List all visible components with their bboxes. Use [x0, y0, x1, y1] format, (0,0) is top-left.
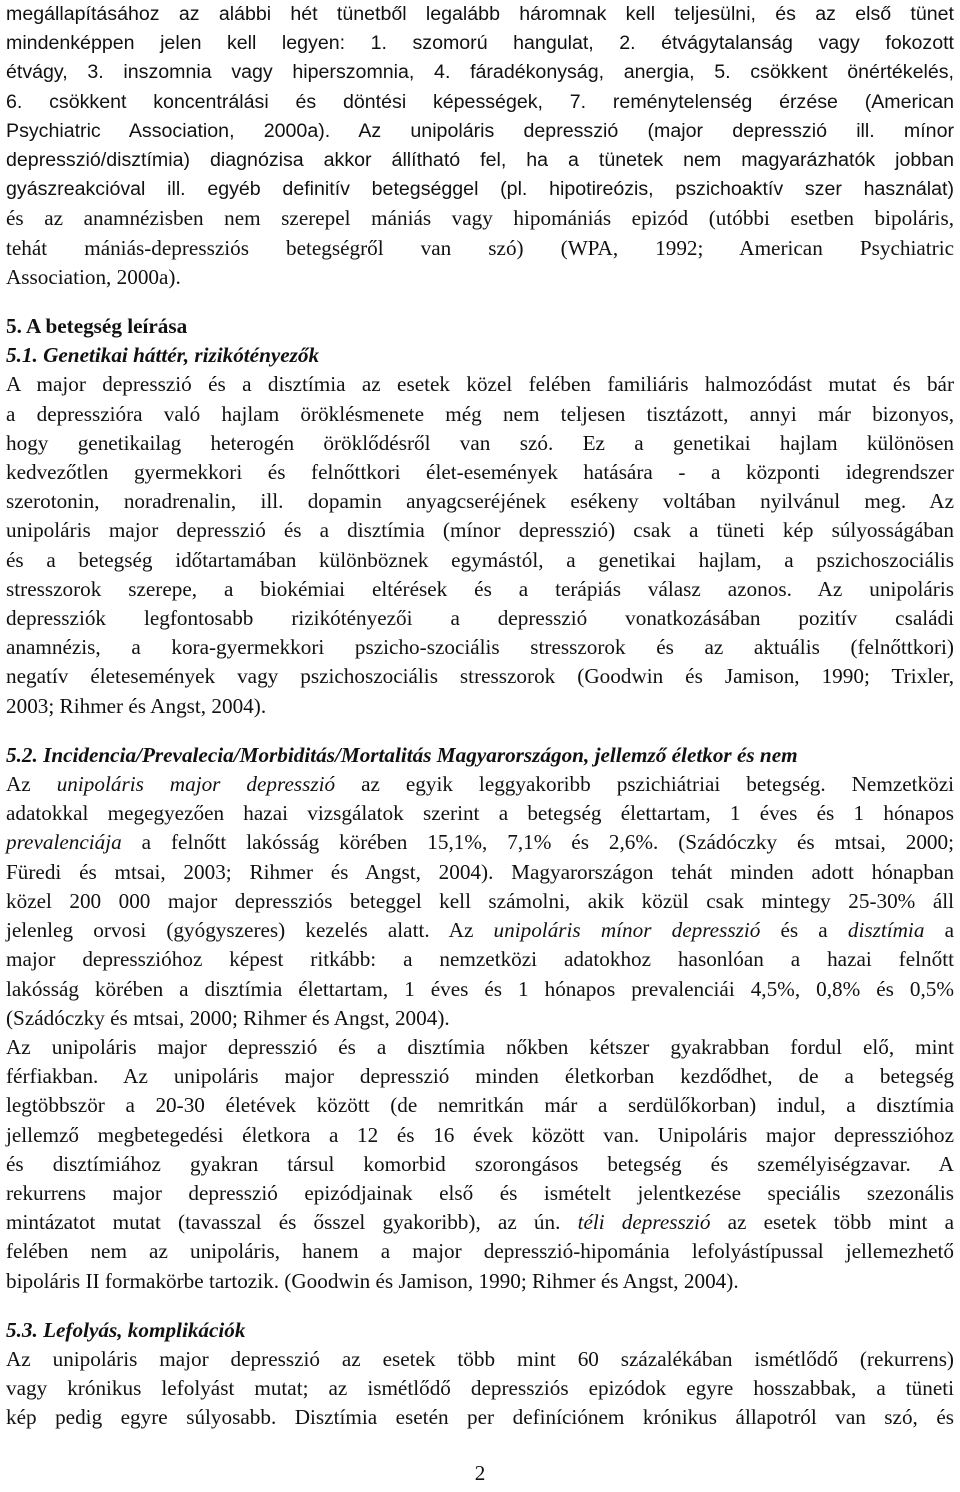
text-line: 6. csökkent koncentrálási és döntési képességek, 7. reménytelenség érzése (American — [6, 90, 954, 113]
text-line: étvágy, 3. inszomnia vagy hiperszomnia, 4. fáradékonyság, anergia, 5. csökkent önértékelés, — [6, 61, 954, 84]
text-line: jelenleg orvosi (gyógyszeres) kezelés alatt. Az unipoláris mínor depresszió és a disztímia a — [6, 918, 954, 943]
document-page — [6, 0, 954, 1433]
text-line: stresszorok szerepe, a biokémiai eltérések és a terápiás válasz azonos. Az unipoláris — [6, 576, 954, 601]
text-line: Psychiatric Association, 2000a). Az unipoláris depresszió (major depresszió ill. mínor — [6, 119, 954, 142]
text-line: anamnézis, a kora-gyermekkori pszicho-szociális stresszorok és az aktuális (felnőttkori) — [6, 635, 954, 660]
text-line: és disztímiához gyakran társul komorbid szorongásos betegség és személyiségzavar. A — [6, 1151, 954, 1176]
text-line: kép pedig egyre súlyosabb. Disztímia esetén per definíciónem krónikus állapotról van szó, és — [6, 1405, 954, 1430]
text-line: és az anamnézisben nem szerepel mániás vagy hipomániás epizód (utóbbi esetben bipoláris, — [6, 206, 954, 231]
text-line: unipoláris major depresszió és a disztímia (mínor depresszió) csak a tüneti kép súlyosságában — [6, 518, 954, 543]
text-line: adatokkal megegyezően hazai vizsgálatok szerint a betegség élettartam, 1 éves és 1 hónapos — [6, 801, 954, 826]
text-line: hogy genetikailag heterogén öröklődésről van szó. Ez a genetikai hajlam különösen — [6, 430, 954, 455]
text-line: jellemző megbetegedési életkora a 12 és 16 évek között van. Unipoláris major depresszióhoz — [6, 1122, 954, 1147]
text-line: mintázatot mutat (tavasszal és ősszel gyakoribb), az ún. téli depresszió az esetek több mint a — [6, 1210, 954, 1235]
text-line: legtöbbször a 20-30 életévek között (de nemritkán már a serdülőkorban) indul, a disztímia — [6, 1093, 954, 1118]
spacer — [6, 721, 954, 741]
text-line: Az unipoláris major depresszió és a disztímia nőkben kétszer gyakrabban fordul elő, mint — [6, 1034, 954, 1059]
text-line: 2003; Rihmer és Angst, 2004). — [6, 693, 267, 718]
text-line: rekurrens major depresszió epizódjainak első és ismételt jelentkezése speciális szezonális — [6, 1180, 954, 1205]
text-line: megállapításához az alábbi hét tünetből legalább háromnak kell teljesülni, és az első tünet — [6, 3, 954, 25]
text-line: mindenképpen jelen kell legyen: 1. szomorú hangulat, 2. étvágytalanság vagy fokozott — [6, 32, 954, 55]
text-line: szerotonin, noradrenalin, ill. dopamin anyagcseréjének esékeny voltában nyilvánul meg. Az — [6, 489, 954, 514]
page-number: 2 — [474, 1461, 486, 1485]
text-line: Füredi és mtsai, 2003; Rihmer és Angst, 2004). Magyarországon tehát minden adott hónapban — [6, 859, 954, 884]
intro-paragraph-sans — [6, 0, 954, 204]
subsection-title-5-3: 5.3. Lefolyás, komplikációk — [6, 1317, 246, 1342]
spacer — [6, 1296, 954, 1316]
text-line: férfiakban. Az unipoláris major depresszió minden életkorban kezdődhet, de a betegség — [6, 1064, 954, 1089]
text-line: a depresszióra való hajlam öröklésmenete még nem teljesen tisztázott, annyi már bizonyos, — [6, 401, 954, 426]
subsection-title-5-2: 5.2. Incidencia/Prevalecia/Morbiditás/Mortalitás Magyarországon, jellemző életkor és nem — [6, 742, 798, 767]
text-line: kedvezőtlen gyermekkori és felnőttkori élet-események hatására - a központi idegrendszer — [6, 460, 954, 485]
text-line: tehát mániás-depressziós betegségről van szó) (WPA, 1992; American Psychiatric — [6, 235, 954, 260]
emphasis: téli depresszió — [577, 1210, 711, 1235]
text-line: major depresszióhoz képest ritkább: a nemzetközi adatokhoz hasonlóan a hazai felnőtt — [6, 947, 954, 972]
text-line: Association, 2000a). — [6, 264, 181, 289]
text-line: (Szádóczky és mtsai, 2000; Rihmer és Angst, 2004). — [6, 1005, 450, 1030]
text-line: Az unipoláris major depresszió az egyik leggyakoribb pszichiátriai betegség. Nemzetközi — [6, 772, 954, 797]
text-line: Az unipoláris major depresszió az esetek több mint 60 százalékában ismétlődő (rekurrens) — [6, 1346, 954, 1371]
text-line: prevalenciája a felnőtt lakósság körében 15,1%, 7,1% és 2,6%. (Szádóczky és mtsai, 2000; — [6, 830, 954, 855]
text-line: depressziók legfontosabb rizikótényezői a depresszió vonatkozásában pozitív családi — [6, 606, 954, 631]
spacer — [6, 292, 954, 312]
emphasis: unipoláris mínor depresszió — [493, 918, 761, 943]
paragraph-sex-age — [6, 1033, 954, 1296]
emphasis: prevalenciája — [6, 830, 122, 855]
paragraph-genetics — [6, 370, 954, 720]
section-heading: 5. A betegség leírása — [6, 314, 188, 339]
text-line: lakósság körében a disztímia élettartam, 1 éves és 1 hónapos prevalenciái 4,5%, 0,8% és 0,5% — [6, 976, 954, 1001]
text-line: felében nem az unipoláris, hanem a major depresszió-hipománia lefolyástípussal jellemezhető — [6, 1239, 954, 1264]
text-line: gyászreakcióval ill. egyéb definitív betegséggel (pl. hipotireózis, pszichoaktív szer használat) — [6, 178, 954, 201]
emphasis: unipoláris major depresszió — [56, 772, 336, 797]
text-line: depresszió/disztímia) diagnózisa akkor állítható fel, ha a tünetek nem magyarázhatók jobban — [6, 149, 954, 172]
text-line: vagy krónikus lefolyást mutat; az ismétlődő depressziós epizódok egyre hosszabbak, a tüneti — [6, 1376, 954, 1401]
intro-paragraph-serif — [6, 204, 954, 292]
text-line: A major depresszió és a disztímia az esetek közel felében familiáris halmozódást mutat és bár — [6, 372, 954, 397]
paragraph-prevalence — [6, 770, 954, 1033]
text-line: és a betegség időtartamában különböznek egymástól, a genetikai hajlam, a pszichoszociális — [6, 547, 954, 572]
text-line: bipoláris II formakörbe tartozik. (Goodwin és Jamison, 1990; Rihmer és Angst, 2004). — [6, 1268, 739, 1293]
text-line: negatív életesemények vagy pszichoszociális stresszorok (Goodwin és Jamison, 1990; Trixler, — [6, 664, 954, 689]
text-line: közel 200 000 major depressziós beteggel kell számolni, akik közül csak mintegy 25-30% áll — [6, 888, 954, 913]
subsection-title-5-1: 5.1. Genetikai háttér, rizikótényezők — [6, 343, 320, 368]
paragraph-course — [6, 1345, 954, 1433]
emphasis: disztímia — [847, 918, 925, 943]
